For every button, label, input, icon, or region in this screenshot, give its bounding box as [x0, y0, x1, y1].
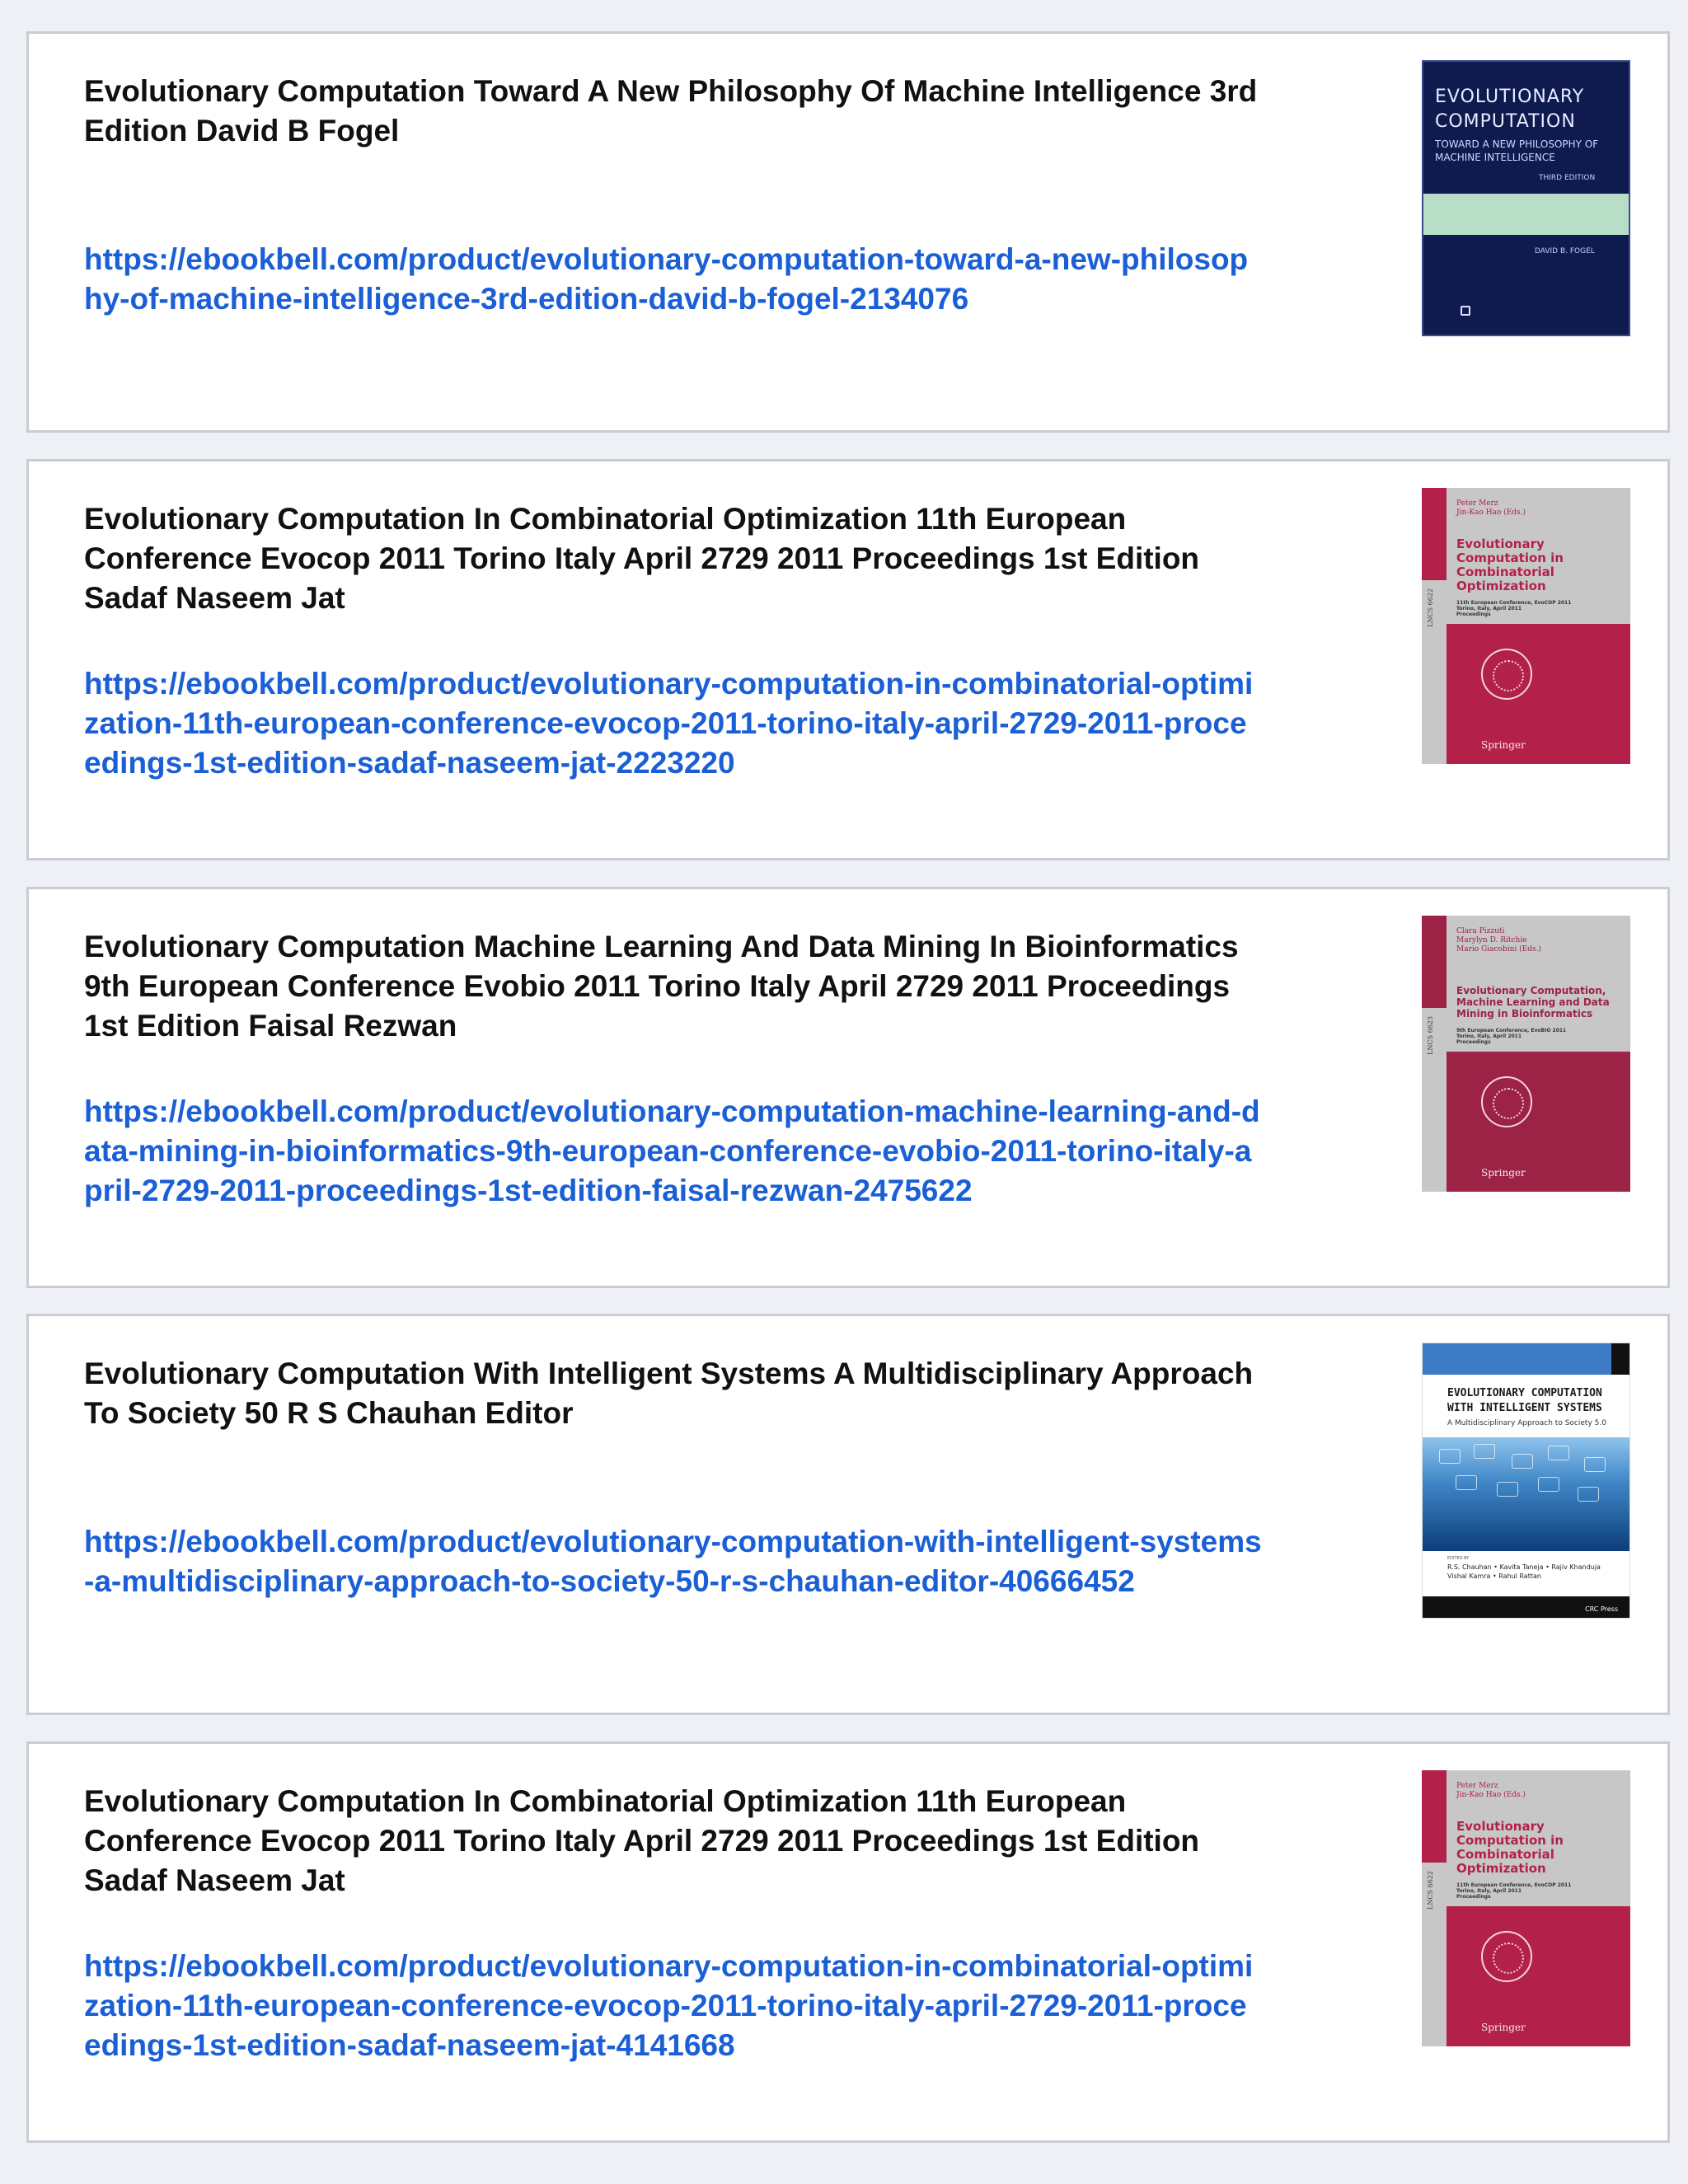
cover-spine-accent	[1422, 1770, 1447, 1863]
book-title: Evolutionary Computation Toward A New Philosophy Of Machine Intelligence 3rd Edition David B Fogel	[84, 74, 1258, 148]
hexagon-icon	[1474, 1444, 1495, 1459]
cover-editors: R.S. Chauhan • Kavita Taneja • Rajiv Khanduja Vishal Kamra • Rahul Rattan	[1447, 1563, 1601, 1580]
book-card	[26, 459, 1670, 860]
cover-bottom-bar	[1423, 1596, 1629, 1618]
cover-top-bar	[1423, 1343, 1629, 1375]
cover-subtitle: 11th European Conference, EvoCOP 2011 Torino, Italy, April 2011 Proceedings	[1456, 1882, 1572, 1900]
cover-spine-label: LNCS 6622	[1427, 588, 1434, 627]
cover-publisher: Springer	[1481, 1167, 1526, 1179]
cover-publisher: Springer	[1481, 739, 1526, 751]
book-link[interactable]: https://ebookbell.com/product/evolutionary-computation-in-combinatorial-optimization-11th-european-conference-evocop-2011-torino-italy-april-2729-2011-proceedings-1st-edition-sadaf-naseem-jat-4141668	[84, 1949, 1254, 2062]
cover-red-block	[1447, 624, 1630, 764]
hexagon-icon	[1578, 1487, 1599, 1502]
cover-subtitle: 9th European Conference, EvoBIO 2011 Torino, Italy, April 2011 Proceedings	[1456, 1028, 1567, 1045]
cover-red-block	[1447, 1906, 1630, 2046]
cover-publisher: CRC Press	[1585, 1605, 1618, 1613]
hexagon-icon	[1512, 1454, 1533, 1469]
book-link[interactable]: https://ebookbell.com/product/evolutionary-computation-with-intelligent-systems-a-multidisciplinary-approach-to-society-50-r-s-chauhan-editor-40666452	[84, 1525, 1262, 1598]
book-cover-image[interactable]	[1422, 488, 1630, 764]
cover-spine-accent	[1422, 916, 1447, 1008]
book-cover-image[interactable]	[1422, 916, 1630, 1192]
cover-subtitle: 11th European Conference, EvoCOP 2011 Torino, Italy, April 2011 Proceedings	[1456, 600, 1572, 617]
cover-spine-label: LNCS 6622	[1427, 1871, 1434, 1910]
book-card	[26, 1314, 1670, 1715]
cover-spine-label: LNCS 6623	[1427, 1016, 1434, 1055]
cover-red-block	[1447, 1052, 1630, 1192]
book-title: Evolutionary Computation Machine Learning And Data Mining In Bioinformatics 9th European Conference Evobio 2011 Torino Italy April 2729 2011 Proceedings 1st Edition Faisal Rezwan	[84, 930, 1239, 1043]
hexagon-icon	[1538, 1477, 1559, 1492]
book-link[interactable]: https://ebookbell.com/product/evolutionary-computation-machine-learning-and-data-mining-in-bioinformatics-9th-european-conference-evobio-2011-torino-italy-april-2729-2011-proceedings-1st-edition-faisal-rezwan-2475622	[84, 1094, 1260, 1207]
book-cover-image[interactable]	[1422, 1343, 1630, 1619]
cover-editors: Clara Pizzuti Marylyn D. Ritchie Mario Giacobini (Eds.)	[1456, 927, 1541, 954]
book-cover-image[interactable]	[1422, 60, 1630, 336]
book-title: Evolutionary Computation With Intelligent Systems A Multidisciplinary Approach To Society 50 R S Chauhan Editor	[84, 1357, 1254, 1430]
hexagon-icon	[1439, 1449, 1461, 1464]
cover-title-line: EVOLUTIONARY	[1435, 87, 1585, 107]
book-card	[26, 1741, 1670, 2143]
cover-editors: Peter Merz Jin-Kao Hao (Eds.)	[1456, 499, 1526, 517]
book-title: Evolutionary Computation In Combinatorial Optimization 11th European Conference Evocop 2011 Torino Italy April 2729 2011 Proceedings 1st Edition Sadaf Naseem Jat	[84, 1784, 1200, 1897]
cover-subtitle: TOWARD A NEW PHILOSOPHY OF MACHINE INTELLIGENCE	[1435, 138, 1599, 163]
hexagon-icon	[1584, 1457, 1606, 1472]
book-title: Evolutionary Computation In Combinatorial Optimization 11th European Conference Evocop 2011 Torino Italy April 2729 2011 Proceedings 1st Edition Sadaf Naseem Jat	[84, 502, 1200, 615]
cover-title-line: COMPUTATION	[1435, 111, 1576, 132]
cover-author: DAVID B. FOGEL	[1535, 247, 1595, 255]
lncs-emblem-icon	[1481, 1931, 1532, 1982]
book-cover-image[interactable]	[1422, 1770, 1630, 2046]
hexagon-icon	[1456, 1475, 1477, 1490]
lncs-emblem-icon	[1481, 649, 1532, 700]
publisher-logo-icon	[1461, 306, 1470, 316]
book-link[interactable]: https://ebookbell.com/product/evolutionary-computation-in-combinatorial-optimization-11th-european-conference-evocop-2011-torino-italy-april-2729-2011-proceedings-1st-edition-sadaf-naseem-jat-2223220	[84, 667, 1254, 780]
book-card	[26, 887, 1670, 1288]
cover-spine-accent	[1422, 488, 1447, 580]
cover-subtitle: A Multidisciplinary Approach to Society 5.0	[1447, 1419, 1606, 1427]
hexagon-icon	[1497, 1482, 1518, 1497]
hexagon-icon	[1548, 1446, 1569, 1460]
cover-top-bar-dark	[1611, 1343, 1629, 1375]
cover-city-art	[1423, 1437, 1629, 1551]
cover-edition: THIRD EDITION	[1539, 174, 1596, 182]
cover-band	[1423, 194, 1629, 235]
cover-editors: Peter Merz Jin-Kao Hao (Eds.)	[1456, 1782, 1526, 1799]
book-card	[26, 31, 1670, 433]
cover-title: Evolutionary Computation in Combinatorial Optimization	[1456, 537, 1564, 593]
cover-edited-by: EDITED BY	[1447, 1556, 1470, 1561]
cover-publisher: Springer	[1481, 2022, 1526, 2033]
lncs-emblem-icon	[1481, 1076, 1532, 1127]
cover-title: Evolutionary Computation in Combinatorial Optimization	[1456, 1819, 1564, 1876]
cover-title: Evolutionary Computation, Machine Learning and Data Mining in Bioinformatics	[1456, 985, 1610, 1019]
book-link[interactable]: https://ebookbell.com/product/evolutionary-computation-toward-a-new-philosophy-of-machine-intelligence-3rd-edition-david-b-fogel-2134076	[84, 242, 1249, 316]
cover-title: EVOLUTIONARY COMPUTATION WITH INTELLIGENT SYSTEMS	[1447, 1387, 1602, 1414]
